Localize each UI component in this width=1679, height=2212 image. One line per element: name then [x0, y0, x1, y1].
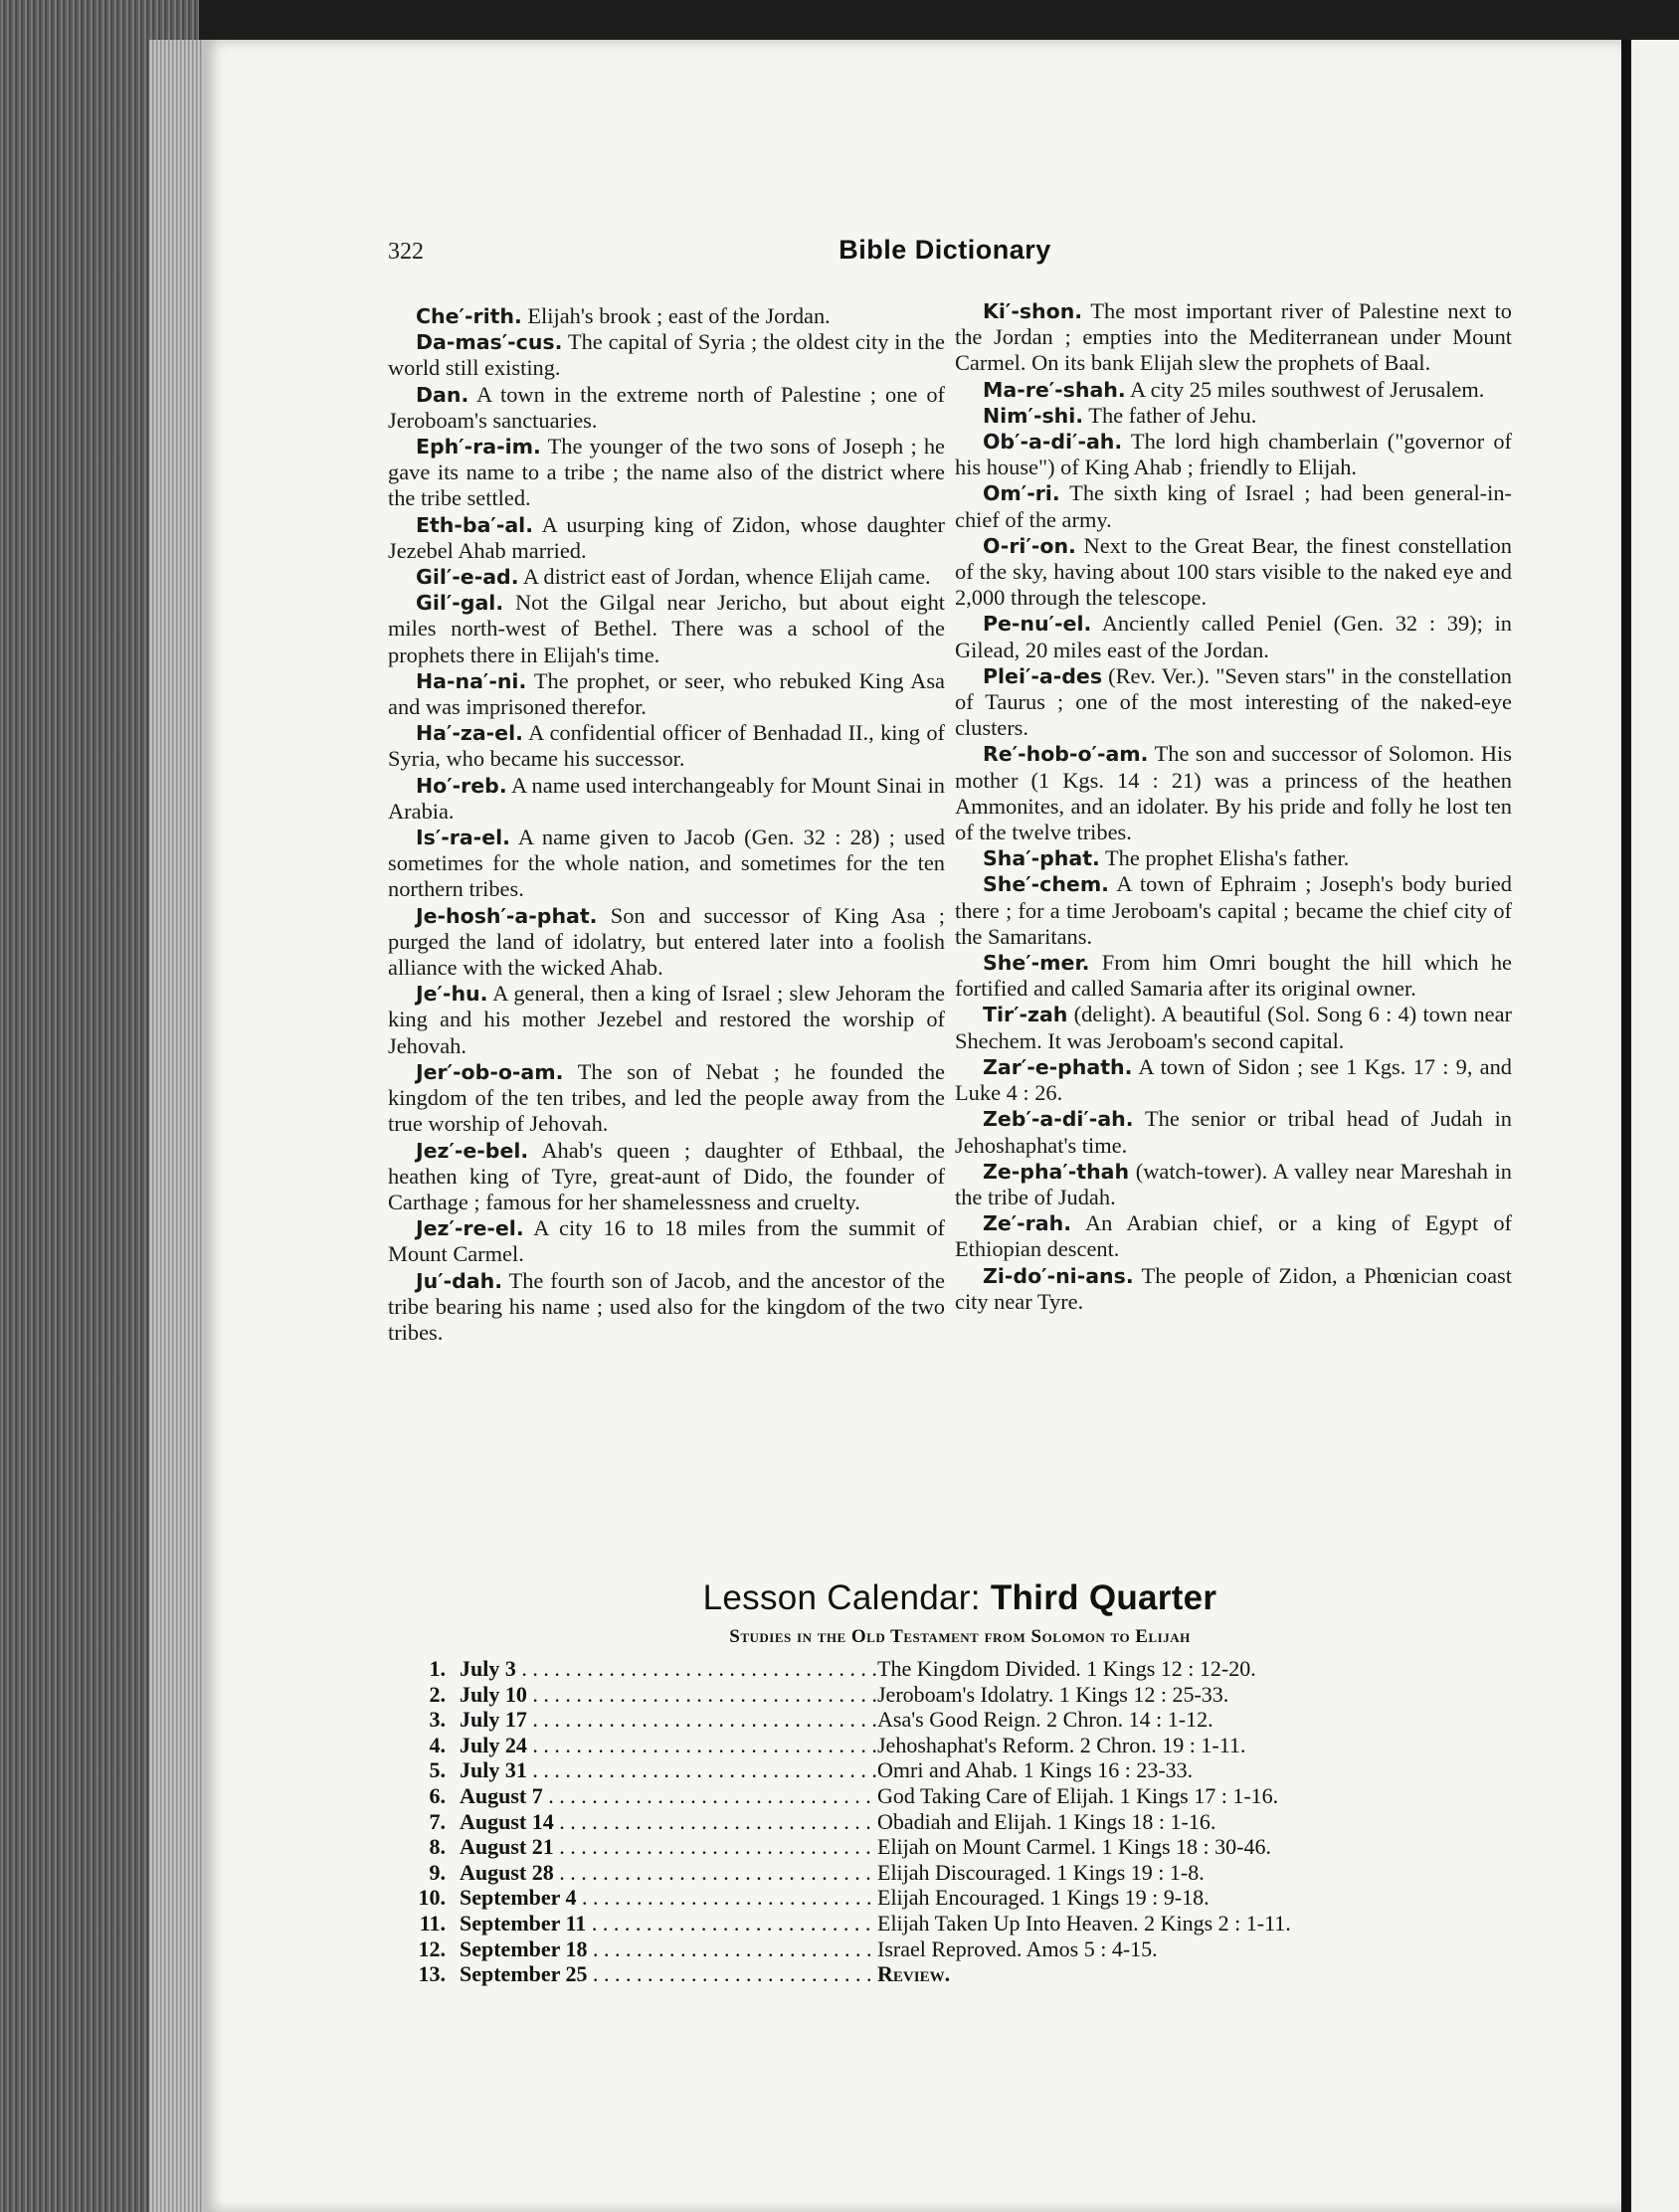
dictionary-entry [388, 773, 945, 825]
book-page-edges-inner [149, 40, 204, 2212]
dictionary-entry [955, 298, 1512, 377]
dictionary-entry [955, 533, 1512, 612]
lesson-title: Israel Reproved. Amos 5 : 4-15. [877, 1936, 1158, 1961]
entry-definition: The prophet Elisha's father. [1099, 845, 1350, 871]
dictionary-entry [955, 611, 1512, 662]
entry-definition: The son and successor of Solomon. His mother (1 Kgs. 14 : 21) was a princess of the heathen Ammonites, and an idolater. By his pride and folly he lost ten of the twelve tribes. [955, 741, 1512, 845]
dictionary-entry [388, 720, 945, 772]
dictionary-entry [388, 382, 945, 434]
calendar-row [418, 1707, 1502, 1733]
entry-definition: Elijah's brook ; east of the Jordan. [521, 303, 831, 328]
dictionary-entry [955, 377, 1512, 403]
entry-definition: The father of Jehu. [1083, 402, 1257, 428]
entry-definition: The most important river of Palestine next to the Jordan ; empties into the Mediterranean under Mount Carmel. On its bank Elijah slew the prophets of Baal. [955, 298, 1512, 376]
entry-headword: Zeb′-a-di′-ah. [983, 1107, 1134, 1132]
entry-headword: Eth-ba′-al. [416, 512, 533, 537]
calendar-title-plain: Lesson Calendar: [702, 1578, 981, 1617]
entry-headword: Gil′-gal. [416, 591, 504, 616]
lesson-title: Elijah on Mount Carmel. 1 Kings 18 : 30-46. [877, 1834, 1271, 1860]
calendar-row [418, 1733, 1502, 1758]
entry-definition: Not the Gilgal near Jericho, but about eight miles north-west of Bethel. There was a school of the prophets there in Elijah's time. [388, 590, 945, 667]
lesson-calendar [418, 1576, 1502, 1987]
entry-headword: Ju′-dah. [416, 1268, 503, 1293]
entry-headword: Jer′-ob-o-am. [416, 1059, 564, 1084]
calendar-row [418, 1885, 1502, 1911]
calendar-row [418, 1860, 1502, 1886]
dictionary-entry [388, 981, 945, 1059]
entry-definition: A town of Sidon ; see 1 Kgs. 17 : 9, and Luke 4 : 26. [955, 1053, 1512, 1106]
calendar-subtitle: Studies in the Old Testament from Solomon to Elijah [729, 1626, 1191, 1647]
page-header [388, 235, 1502, 275]
lesson-number: 4. [429, 1732, 446, 1757]
dictionary-entry [955, 429, 1512, 480]
calendar-title-bold: Third Quarter [990, 1578, 1217, 1617]
facing-page-sliver [1631, 40, 1679, 2212]
entry-headword: Ze′-rah. [983, 1211, 1072, 1236]
entry-definition: A general, then a king of Israel ; slew Jehoram the king and his mother Jezebel and restored the worship of Jehovah. [388, 981, 945, 1058]
dictionary-entry [955, 1159, 1512, 1210]
entry-definition: (Rev. Ver.). "Seven stars" in the constellation of Taurus ; one of the most interesting of the naked-eye clusters. [955, 662, 1512, 741]
calendar-row [418, 1834, 1502, 1860]
page-number: 322 [388, 239, 424, 265]
lesson-title: Asa's Good Reign. 2 Chron. 14 : 1-12. [877, 1707, 1213, 1733]
entry-definition: A confidential officer of Benhadad II., king of Syria, who became his successor. [388, 720, 945, 772]
entry-definition: An Arabian chief, or a king of Egypt of Ethiopian descent. [955, 1210, 1512, 1262]
lesson-number: 5. [429, 1757, 446, 1783]
lesson-number: 6. [429, 1782, 446, 1808]
calendar-lesson-list [418, 1656, 1502, 1987]
entry-headword: Jez′-e-bel. [416, 1138, 529, 1163]
entry-headword: Is′-ra-el. [416, 826, 510, 850]
lesson-date: September 4 . . . [460, 1885, 877, 1911]
lesson-date: July 24 . . . [460, 1733, 877, 1758]
lesson-number: 11. [419, 1910, 446, 1936]
entry-headword: Ob′-a-di′-ah. [983, 430, 1123, 455]
entry-definition: Next to the Great Bear, the finest constellation of the sky, having about 100 stars visible to the naked eye and 2,000 through the telescope. [955, 532, 1512, 611]
entry-headword: Ze-pha′-thah [983, 1159, 1130, 1184]
entry-headword: Zi-do′-ni-ans. [983, 1263, 1134, 1288]
lesson-date: July 31 . . . [460, 1757, 877, 1783]
entry-headword: Pe-nu′-el. [983, 612, 1092, 637]
dictionary-entry [388, 590, 945, 668]
dictionary-entry [388, 825, 945, 903]
entry-definition: From him Omri bought the hill which he fortified and called Samaria after its original owner. [955, 950, 1512, 1002]
entry-headword: Gil′-e-ad. [416, 565, 519, 590]
entry-headword: Che′-rith. [416, 304, 522, 328]
dictionary-entry [955, 1002, 1512, 1053]
lesson-title: Jehoshaphat's Reform. 2 Chron. 19 : 1-11. [877, 1732, 1246, 1757]
calendar-row [418, 1911, 1502, 1936]
entry-headword: Sha′-phat. [983, 846, 1100, 871]
entry-definition: A name used interchangeably for Mount Sinai in Arabia. [388, 772, 945, 824]
dictionary-entry [955, 1106, 1512, 1158]
lesson-date: September 18 . . . [460, 1936, 877, 1962]
lesson-date: August 14 . . . [460, 1809, 877, 1835]
entry-definition: A usurping king of Zidon, whose daughter Jezebel Ahab married. [388, 511, 945, 563]
lesson-date: September 25 . . . [460, 1961, 877, 1987]
dictionary-entry [388, 1268, 945, 1347]
dictionary-entry [388, 1138, 945, 1216]
lesson-date: August 21 . . . [460, 1834, 877, 1860]
entry-headword: Ha-na′-ni. [416, 668, 527, 693]
calendar-row [418, 1682, 1502, 1708]
dictionary-entry [388, 1215, 945, 1267]
entry-headword: Om′-ri. [983, 481, 1060, 506]
entry-headword: Ho′-reb. [416, 773, 507, 798]
dictionary-entry [955, 1263, 1512, 1315]
lesson-number: 9. [429, 1859, 446, 1885]
entry-headword: Plei′-a-des [983, 663, 1103, 688]
entry-definition: A city 16 to 18 miles from the summit of Mount Carmel. [388, 1215, 945, 1267]
dictionary-entry [955, 480, 1512, 532]
dictionary-entry [955, 1054, 1512, 1106]
entry-definition: The younger of the two sons of Joseph ; he gave its name to a tribe ; the name also of the district where the tribe settled. [388, 434, 945, 511]
entry-headword: Re′-hob-o′-am. [983, 742, 1149, 767]
entry-headword: She′-chem. [983, 872, 1109, 897]
calendar-row [418, 1656, 1502, 1682]
calendar-title [418, 1576, 1502, 1620]
entry-definition: The sixth king of Israel ; had been general-in-chief of the army. [955, 480, 1512, 532]
entry-headword: Ha′-za-el. [416, 721, 523, 746]
entry-headword: Tir′-zah [983, 1003, 1068, 1027]
entry-headword: Da-mas′-cus. [416, 330, 563, 355]
calendar-row [418, 1936, 1502, 1962]
lesson-date: July 17 . . . [460, 1707, 877, 1733]
lesson-number: 7. [429, 1808, 446, 1834]
entry-definition: A name given to Jacob (Gen. 32 : 28) ; used sometimes for the whole nation, and sometimes for the ten northern tribes. [388, 825, 945, 902]
calendar-row [418, 1783, 1502, 1809]
lesson-title: Elijah Discouraged. 1 Kings 19 : 1-8. [877, 1859, 1205, 1885]
entry-headword: Ma-re′-shah. [983, 377, 1126, 402]
dictionary-entry [388, 564, 945, 590]
entry-definition: A city 25 miles southwest of Jerusalem. [1125, 376, 1485, 402]
running-title: Bible Dictionary [839, 235, 1051, 265]
dictionary-entry [388, 303, 945, 329]
dictionary-entry [388, 668, 945, 720]
entry-definition: A town in the extreme north of Palestine ; one of Jeroboam's sanctuaries. [388, 381, 945, 433]
lesson-number: 1. [429, 1656, 446, 1681]
calendar-row [418, 1961, 1502, 1987]
dictionary-entry [955, 403, 1512, 429]
dictionary-entry [955, 845, 1512, 871]
lesson-date: July 3 . . . [460, 1656, 877, 1682]
dictionary-entry [388, 903, 945, 982]
lesson-title: Jeroboam's Idolatry. 1 Kings 12 : 25-33. [877, 1681, 1229, 1707]
entry-definition: Son and successor of King Asa ; purged the land of idolatry, but entered later into a foolish alliance with the wicked Ahab. [388, 902, 945, 981]
lesson-title: God Taking Care of Elijah. 1 Kings 17 : 1-16. [877, 1782, 1279, 1808]
entry-headword: Zar′-e-phath. [983, 1054, 1133, 1079]
lesson-number: 13. [418, 1961, 446, 1987]
lesson-number: 2. [429, 1681, 446, 1707]
lesson-number: 8. [429, 1834, 446, 1860]
dictionary-entry [388, 434, 945, 512]
lesson-title: Elijah Encouraged. 1 Kings 19 : 9-18. [877, 1885, 1210, 1911]
entry-headword: Je-hosh′-a-phat. [416, 903, 598, 928]
dictionary-entry [388, 329, 945, 381]
dictionary-entry [955, 950, 1512, 1002]
calendar-row [418, 1757, 1502, 1783]
entry-headword: Dan. [416, 382, 469, 407]
entry-headword: O-ri′-on. [983, 533, 1076, 558]
calendar-row [418, 1809, 1502, 1835]
lesson-number: 10. [418, 1885, 446, 1911]
lesson-date: September 11 . . . [460, 1911, 877, 1936]
entry-definition: The capital of Syria ; the oldest city in the world still existing. [388, 329, 945, 381]
lesson-title: Review. [877, 1961, 951, 1987]
right-column [955, 298, 1512, 1315]
lesson-title: The Kingdom Divided. 1 Kings 12 : 12-20. [877, 1656, 1256, 1681]
entry-definition: The son of Nebat ; he founded the kingdom of the ten tribes, and led the people away from the true worship of Jehovah. [388, 1058, 945, 1137]
entry-definition: Anciently called Peniel (Gen. 32 : 39); in Gilead, 20 miles east of the Jordan. [955, 611, 1512, 662]
entry-headword: Je′-hu. [416, 982, 488, 1007]
entry-definition: The senior or tribal head of Judah in Jehoshaphat's time. [955, 1106, 1512, 1158]
dictionary-entry [388, 512, 945, 564]
dictionary-entry [388, 1059, 945, 1138]
lesson-date: August 28 . . . [460, 1860, 877, 1886]
entry-definition: The lord high chamberlain ("governor of his house") of King Ahab ; friendly to Elijah. [955, 429, 1512, 480]
lesson-title: Obadiah and Elijah. 1 Kings 18 : 1-16. [877, 1808, 1216, 1834]
entry-headword: Ki′-shon. [983, 299, 1083, 323]
entry-headword: Eph′-ra-im. [416, 435, 541, 460]
left-column [388, 303, 945, 1346]
dictionary-entry [955, 871, 1512, 950]
entry-definition: (watch-tower). A valley near Mareshah in the tribe of Judah. [955, 1158, 1512, 1209]
dictionary-entry [955, 1210, 1512, 1262]
entry-definition: Ahab's queen ; daughter of Ethbaal, the heathen king of Tyre, great-aunt of Dido, the founder of Carthage ; famous for her shamelessness and cruelty. [388, 1137, 945, 1214]
entry-definition: The prophet, or seer, who rebuked King Asa and was imprisoned therefor. [388, 667, 945, 720]
entry-headword: She′-mer. [983, 951, 1090, 976]
entry-definition: (delight). A beautiful (Sol. Song 6 : 4) town near Shechem. It was Jeroboam's second capital. [955, 1002, 1512, 1053]
lesson-title: Elijah Taken Up Into Heaven. 2 Kings 2 : 1-11. [877, 1910, 1291, 1936]
entry-headword: Nim′-shi. [983, 403, 1084, 428]
dictionary-entry [955, 663, 1512, 742]
lesson-date: August 7 . . . [460, 1783, 877, 1809]
entry-headword: Jez′-re-el. [416, 1216, 524, 1241]
lesson-number: 12. [418, 1936, 446, 1961]
lesson-number: 3. [429, 1707, 446, 1733]
lesson-date: July 10 . . . [460, 1682, 877, 1708]
entry-definition: The fourth son of Jacob, and the ancestor of the tribe bearing his name ; used also for the kingdom of the two tribes. [388, 1267, 945, 1345]
entry-definition: A district east of Jordan, whence Elijah came. [518, 564, 931, 590]
lesson-title: Omri and Ahab. 1 Kings 16 : 23-33. [877, 1757, 1194, 1783]
entry-definition: The people of Zidon, a Phœnician coast city near Tyre. [955, 1262, 1512, 1314]
entry-definition: A town of Ephraim ; Joseph's body buried there ; for a time Jeroboam's capital ; became the chief city of the Samaritans. [955, 871, 1512, 949]
dictionary-entry [955, 741, 1512, 845]
